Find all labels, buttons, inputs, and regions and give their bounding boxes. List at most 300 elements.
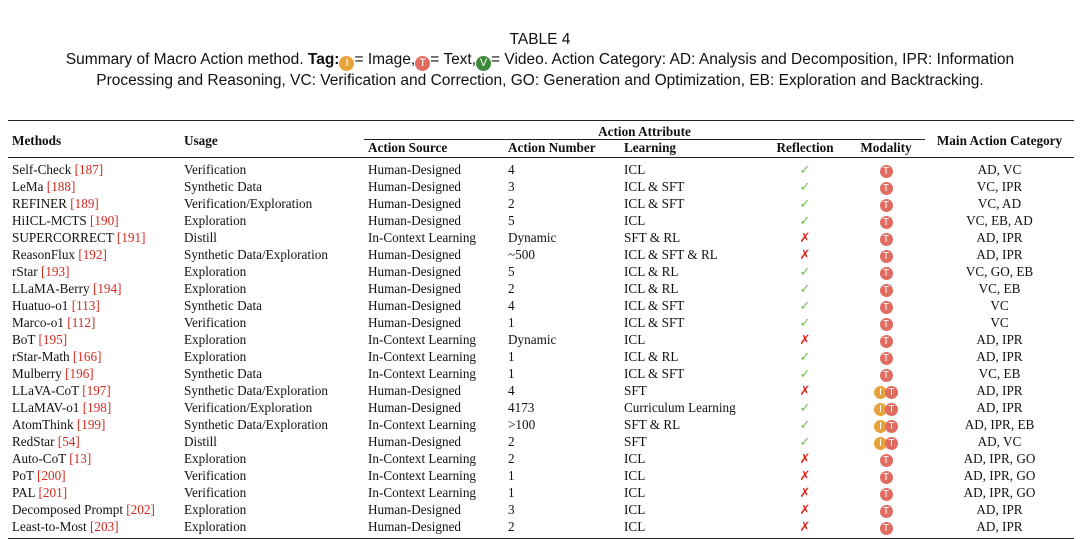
action-source-cell: In-Context Learning: [368, 332, 477, 347]
text-modality-icon: T: [880, 301, 893, 314]
action-source-cell: Human-Designed: [368, 247, 462, 262]
table-row: [8, 280, 1074, 297]
action-source-cell: Human-Designed: [368, 264, 462, 279]
usage-cell: Synthetic Data/Exploration: [184, 247, 328, 262]
learning-cell: SFT & RL: [624, 230, 681, 245]
caption-text-text: = Text,: [430, 51, 477, 68]
method-name: Marco-o1: [12, 315, 64, 330]
action-number-cell: 2: [508, 519, 515, 534]
action-source-cell: In-Context Learning: [368, 366, 477, 381]
learning-cell: ICL: [624, 213, 646, 228]
citation-link[interactable]: [190]: [90, 213, 119, 228]
modality-cell: [847, 246, 925, 263]
reflection-cell: [763, 365, 847, 382]
main-category-cell: AD, IPR: [976, 247, 1023, 262]
citation-link[interactable]: [199]: [76, 417, 106, 432]
table-row: [8, 399, 1074, 416]
cross-icon: ✗: [799, 332, 811, 347]
header-reflection: Reflection: [763, 140, 847, 158]
cross-icon: ✗: [799, 383, 811, 398]
main-category-cell: VC, EB: [978, 366, 1021, 381]
citation-link[interactable]: [54]: [57, 434, 80, 449]
check-icon: ✓: [799, 162, 811, 177]
cross-icon: ✗: [799, 502, 811, 517]
caption-line-1: [0, 50, 1080, 71]
citation-link[interactable]: [112]: [67, 315, 96, 330]
caption-intro: Summary of Macro Action method.: [65, 51, 304, 68]
modality-cell: [847, 195, 925, 212]
action-source-cell: Human-Designed: [368, 315, 462, 330]
text-modality-icon: T: [885, 437, 898, 450]
learning-cell: ICL: [624, 332, 646, 347]
usage-cell: Synthetic Data/Exploration: [184, 383, 328, 398]
table-row: [8, 484, 1074, 501]
table-row: [8, 501, 1074, 518]
main-category-cell: AD, IPR: [976, 383, 1023, 398]
method-name: AtomThink: [12, 417, 74, 432]
main-category-cell: VC, IPR: [976, 179, 1023, 194]
caption-video-text: = Video.: [491, 51, 549, 68]
modality-cell: [847, 314, 925, 331]
method-cell: [8, 178, 180, 195]
image-modality-icon: I: [874, 386, 887, 399]
reflection-cell: [763, 314, 847, 331]
usage-cell: Synthetic Data: [184, 179, 263, 194]
reflection-cell: [763, 212, 847, 229]
learning-cell: ICL & SFT: [624, 179, 685, 194]
text-modality-icon: T: [880, 318, 893, 331]
table-row: [8, 365, 1074, 382]
text-modality-icon: T: [885, 403, 898, 416]
method-name: Self-Check: [12, 162, 72, 177]
method-name: PoT: [12, 468, 34, 483]
action-source-cell: In-Context Learning: [368, 230, 477, 245]
header-methods: Methods: [12, 133, 62, 148]
learning-cell: ICL & SFT & RL: [624, 247, 718, 262]
cross-icon: ✗: [799, 468, 811, 483]
modality-cell: [847, 212, 925, 229]
main-category-cell: AD, IPR: [976, 230, 1023, 245]
main-category-cell: AD, IPR, GO: [963, 485, 1036, 500]
action-source-cell: In-Context Learning: [368, 485, 477, 500]
citation-link[interactable]: [192]: [78, 247, 107, 262]
action-source-cell: Human-Designed: [368, 383, 462, 398]
header-action-number: Action Number: [504, 140, 620, 158]
header-usage: Usage: [184, 133, 218, 148]
reflection-cell: [763, 501, 847, 518]
text-modality-icon: T: [880, 522, 893, 535]
learning-cell: ICL: [624, 451, 646, 466]
text-modality-icon: T: [880, 233, 893, 246]
learning-cell: ICL & SFT: [624, 366, 685, 381]
table-row: [8, 416, 1074, 433]
modality-cell: [847, 263, 925, 280]
action-number-cell: 2: [508, 281, 515, 296]
action-number-cell: >100: [508, 417, 536, 432]
text-modality-icon: T: [880, 454, 893, 467]
method-name: BoT: [12, 332, 36, 347]
reflection-cell: [763, 518, 847, 539]
modality-cell: [847, 433, 925, 450]
citation-link[interactable]: [188]: [46, 179, 76, 194]
learning-cell: ICL & SFT: [624, 298, 685, 313]
cross-icon: ✗: [799, 485, 811, 500]
method-cell: [8, 158, 180, 179]
method-cell: [8, 297, 180, 314]
check-icon: ✓: [799, 298, 811, 313]
reflection-cell: [763, 416, 847, 433]
action-number-cell: 4: [508, 383, 515, 398]
method-cell: [8, 263, 180, 280]
main-category-cell: AD, IPR, GO: [963, 468, 1036, 483]
main-category-cell: AD, IPR: [976, 349, 1023, 364]
text-modality-icon: T: [880, 505, 893, 518]
usage-cell: Exploration: [184, 502, 247, 517]
method-name: Auto-CoT: [12, 451, 66, 466]
action-number-cell: 4173: [508, 400, 535, 415]
method-name: LLaVA-CoT: [12, 383, 79, 398]
action-source-cell: Human-Designed: [368, 213, 462, 228]
action-source-cell: Human-Designed: [368, 298, 462, 313]
citation-link[interactable]: [193]: [40, 264, 70, 279]
learning-cell: ICL & RL: [624, 264, 679, 279]
usage-cell: Distill: [184, 230, 217, 245]
learning-cell: ICL: [624, 519, 646, 534]
image-modality-icon: I: [874, 420, 887, 433]
action-source-cell: In-Context Learning: [368, 349, 477, 364]
action-number-cell: 1: [508, 349, 515, 364]
check-icon: ✓: [799, 434, 811, 449]
usage-cell: Verification/Exploration: [184, 196, 313, 211]
modality-cell: [847, 450, 925, 467]
action-number-cell: 2: [508, 434, 515, 449]
usage-cell: Exploration: [184, 264, 247, 279]
method-name: Decomposed Prompt: [12, 502, 123, 517]
caption-line-2: Processing and Reasoning, VC: Verification and Correction, GO: Generation and Optimization, EB: Exploration and Backtracking.: [96, 72, 984, 89]
method-cell: [8, 348, 180, 365]
method-cell: [8, 484, 180, 501]
image-modality-icon: I: [874, 403, 887, 416]
action-number-cell: Dynamic: [508, 230, 557, 245]
citation-link[interactable]: [200]: [37, 468, 66, 483]
method-name: rStar: [12, 264, 38, 279]
reflection-cell: [763, 297, 847, 314]
usage-cell: Synthetic Data: [184, 366, 263, 381]
usage-cell: Verification/Exploration: [184, 400, 313, 415]
citation-link[interactable]: [189]: [70, 196, 99, 211]
text-modality-icon: T: [880, 488, 893, 501]
modality-cell: [847, 331, 925, 348]
learning-cell: ICL: [624, 468, 646, 483]
citation-link[interactable]: [13]: [69, 451, 92, 466]
action-source-cell: Human-Designed: [368, 196, 462, 211]
modality-cell: [847, 484, 925, 501]
usage-cell: Verification: [184, 468, 247, 483]
method-cell: [8, 331, 180, 348]
table-row: [8, 450, 1074, 467]
method-cell: [8, 314, 180, 331]
main-category-cell: AD, VC: [977, 434, 1022, 449]
text-tag-icon: T: [415, 56, 430, 71]
reflection-cell: [763, 263, 847, 280]
table-row: [8, 297, 1074, 314]
header-action-attribute: Action Attribute: [598, 124, 691, 139]
usage-cell: Exploration: [184, 332, 247, 347]
main-category-cell: AD, IPR: [976, 519, 1023, 534]
modality-cell: [847, 178, 925, 195]
citation-link[interactable]: [195]: [38, 332, 68, 347]
method-cell: [8, 382, 180, 399]
learning-cell: SFT: [624, 434, 647, 449]
main-category-cell: AD, IPR: [976, 400, 1023, 415]
method-name: rStar-Math: [12, 349, 70, 364]
method-name: LLaMAV-o1: [12, 400, 80, 415]
action-number-cell: 2: [508, 451, 515, 466]
caption-title: TABLE 4: [509, 31, 571, 48]
reflection-cell: [763, 178, 847, 195]
text-modality-icon: T: [880, 199, 893, 212]
action-number-cell: 3: [508, 502, 515, 517]
table-row: [8, 314, 1074, 331]
learning-cell: Curriculum Learning: [624, 400, 736, 415]
action-source-cell: In-Context Learning: [368, 451, 477, 466]
header-learning: Learning: [620, 140, 763, 158]
table-row: [8, 178, 1074, 195]
caption-line1-rest: Action Category: AD: Analysis and Decomposition, IPR: Information: [551, 51, 1015, 68]
learning-cell: ICL: [624, 162, 646, 177]
text-modality-icon: T: [880, 352, 893, 365]
check-icon: ✓: [799, 417, 811, 432]
text-modality-icon: T: [880, 284, 893, 297]
check-icon: ✓: [799, 315, 811, 330]
main-category-cell: AD, IPR, GO: [963, 451, 1036, 466]
modality-cell: [847, 467, 925, 484]
action-number-cell: 2: [508, 196, 515, 211]
check-icon: ✓: [799, 179, 811, 194]
header-main-category: Main Action Category: [936, 133, 1063, 148]
main-category-cell: VC, AD: [977, 196, 1022, 211]
cross-icon: ✗: [799, 230, 811, 245]
action-source-cell: Human-Designed: [368, 519, 462, 534]
citation-link[interactable]: [191]: [116, 230, 146, 245]
table-row: [8, 246, 1074, 263]
usage-cell: Exploration: [184, 349, 247, 364]
cross-icon: ✗: [799, 451, 811, 466]
learning-cell: SFT & RL: [624, 417, 681, 432]
action-number-cell: 5: [508, 213, 515, 228]
method-name: ReasonFlux: [12, 247, 76, 262]
main-category-cell: AD, IPR: [976, 502, 1023, 517]
check-icon: ✓: [799, 349, 811, 364]
citation-link[interactable]: [196]: [65, 366, 94, 381]
table-row: [8, 467, 1074, 484]
text-modality-icon: T: [880, 216, 893, 229]
method-cell: [8, 433, 180, 450]
table-row: [8, 433, 1074, 450]
text-modality-icon: T: [880, 335, 893, 348]
reflection-cell: [763, 158, 847, 179]
check-icon: ✓: [799, 264, 811, 279]
usage-cell: Verification: [184, 162, 247, 177]
reflection-cell: [763, 331, 847, 348]
learning-cell: ICL & SFT: [624, 315, 685, 330]
modality-cell: [847, 501, 925, 518]
action-number-cell: 1: [508, 485, 515, 500]
reflection-cell: [763, 195, 847, 212]
action-source-cell: Human-Designed: [368, 502, 462, 517]
reflection-cell: [763, 450, 847, 467]
usage-cell: Verification: [184, 485, 247, 500]
method-cell: [8, 246, 180, 263]
method-cell: [8, 467, 180, 484]
learning-cell: ICL: [624, 502, 646, 517]
table-row: [8, 348, 1074, 365]
table-row: [8, 195, 1074, 212]
header-modality: Modality: [847, 140, 925, 158]
modality-cell: [847, 348, 925, 365]
usage-cell: Distill: [184, 434, 217, 449]
action-number-cell: Dynamic: [508, 332, 557, 347]
usage-cell: Verification: [184, 315, 247, 330]
citation-link[interactable]: [194]: [92, 281, 122, 296]
main-category-cell: AD, IPR, EB: [964, 417, 1035, 432]
main-category-cell: VC, GO, EB: [965, 264, 1034, 279]
method-cell: [8, 450, 180, 467]
citation-link[interactable]: [201]: [38, 485, 68, 500]
reflection-cell: [763, 348, 847, 365]
check-icon: ✓: [799, 196, 811, 211]
modality-cell: [847, 518, 925, 539]
action-source-cell: Human-Designed: [368, 162, 462, 177]
method-cell: [8, 229, 180, 246]
main-category-cell: VC: [990, 298, 1009, 313]
modality-cell: [847, 229, 925, 246]
text-modality-icon: T: [880, 471, 893, 484]
method-name: RedStar: [12, 434, 55, 449]
video-tag-icon: V: [476, 56, 491, 71]
method-cell: [8, 518, 180, 539]
method-cell: [8, 365, 180, 382]
method-cell: [8, 280, 180, 297]
action-source-cell: Human-Designed: [368, 434, 462, 449]
method-name: LeMa: [12, 179, 44, 194]
main-category-cell: AD, IPR: [976, 332, 1023, 347]
usage-cell: Synthetic Data: [184, 298, 263, 313]
main-category-cell: VC: [990, 315, 1009, 330]
image-modality-icon: I: [874, 437, 887, 450]
check-icon: ✓: [799, 281, 811, 296]
reflection-cell: [763, 484, 847, 501]
citation-link[interactable]: [187]: [74, 162, 104, 177]
reflection-cell: [763, 467, 847, 484]
learning-cell: ICL & RL: [624, 349, 679, 364]
method-name: SUPERCORRECT: [12, 230, 114, 245]
text-modality-icon: T: [885, 386, 898, 399]
table-row: [8, 158, 1074, 179]
action-number-cell: 4: [508, 162, 515, 177]
text-modality-icon: T: [880, 250, 893, 263]
modality-cell: [847, 416, 925, 433]
reflection-cell: [763, 399, 847, 416]
image-tag-icon: I: [339, 56, 354, 71]
action-source-cell: Human-Designed: [368, 281, 462, 296]
method-name: REFINER: [12, 196, 67, 211]
macro-action-table: [8, 120, 1074, 539]
learning-cell: ICL & SFT: [624, 196, 685, 211]
check-icon: ✓: [799, 366, 811, 381]
reflection-cell: [763, 229, 847, 246]
usage-cell: Exploration: [184, 451, 247, 466]
table-row: [8, 331, 1074, 348]
learning-cell: SFT: [624, 383, 647, 398]
check-icon: ✓: [799, 400, 811, 415]
text-modality-icon: T: [880, 267, 893, 280]
reflection-cell: [763, 433, 847, 450]
method-name: LLaMA-Berry: [12, 281, 90, 296]
modality-cell: [847, 297, 925, 314]
method-cell: [8, 501, 180, 518]
modality-cell: [847, 382, 925, 399]
text-modality-icon: T: [880, 369, 893, 382]
table-caption: [0, 30, 1080, 91]
caption-tag-label: Tag:: [307, 51, 340, 68]
table-row: [8, 263, 1074, 280]
caption-image-text: = Image,: [354, 51, 416, 68]
method-cell: [8, 399, 180, 416]
modality-cell: [847, 365, 925, 382]
action-source-cell: Human-Designed: [368, 179, 462, 194]
usage-cell: Exploration: [184, 281, 247, 296]
action-source-cell: In-Context Learning: [368, 468, 477, 483]
cross-icon: ✗: [799, 519, 811, 534]
reflection-cell: [763, 382, 847, 399]
modality-cell: [847, 158, 925, 179]
table-row: [8, 382, 1074, 399]
action-number-cell: 1: [508, 315, 515, 330]
citation-link[interactable]: [203]: [90, 519, 119, 534]
method-name: PAL: [12, 485, 36, 500]
method-name: Huatuo-o1: [12, 298, 69, 313]
header-action-source: Action Source: [364, 140, 504, 158]
learning-cell: ICL & RL: [624, 281, 679, 296]
action-source-cell: In-Context Learning: [368, 417, 477, 432]
main-category-cell: AD, VC: [977, 162, 1022, 177]
citation-link[interactable]: [166]: [72, 349, 102, 364]
usage-cell: Exploration: [184, 519, 247, 534]
text-modality-icon: T: [885, 420, 898, 433]
citation-link[interactable]: [197]: [82, 383, 111, 398]
citation-link[interactable]: [198]: [82, 400, 112, 415]
action-number-cell: 3: [508, 179, 515, 194]
table-body: [8, 158, 1074, 539]
check-icon: ✓: [799, 213, 811, 228]
method-name: HiICL-MCTS: [12, 213, 87, 228]
reflection-cell: [763, 246, 847, 263]
table-row: [8, 212, 1074, 229]
usage-cell: Synthetic Data/Exploration: [184, 417, 328, 432]
action-number-cell: 4: [508, 298, 515, 313]
citation-link[interactable]: [113]: [71, 298, 100, 313]
learning-cell: ICL: [624, 485, 646, 500]
action-number-cell: 1: [508, 366, 515, 381]
reflection-cell: [763, 280, 847, 297]
table-row: [8, 229, 1074, 246]
citation-link[interactable]: [202]: [126, 502, 155, 517]
method-name: Least-to-Most: [12, 519, 87, 534]
text-modality-icon: T: [880, 182, 893, 195]
method-cell: [8, 212, 180, 229]
modality-cell: [847, 399, 925, 416]
